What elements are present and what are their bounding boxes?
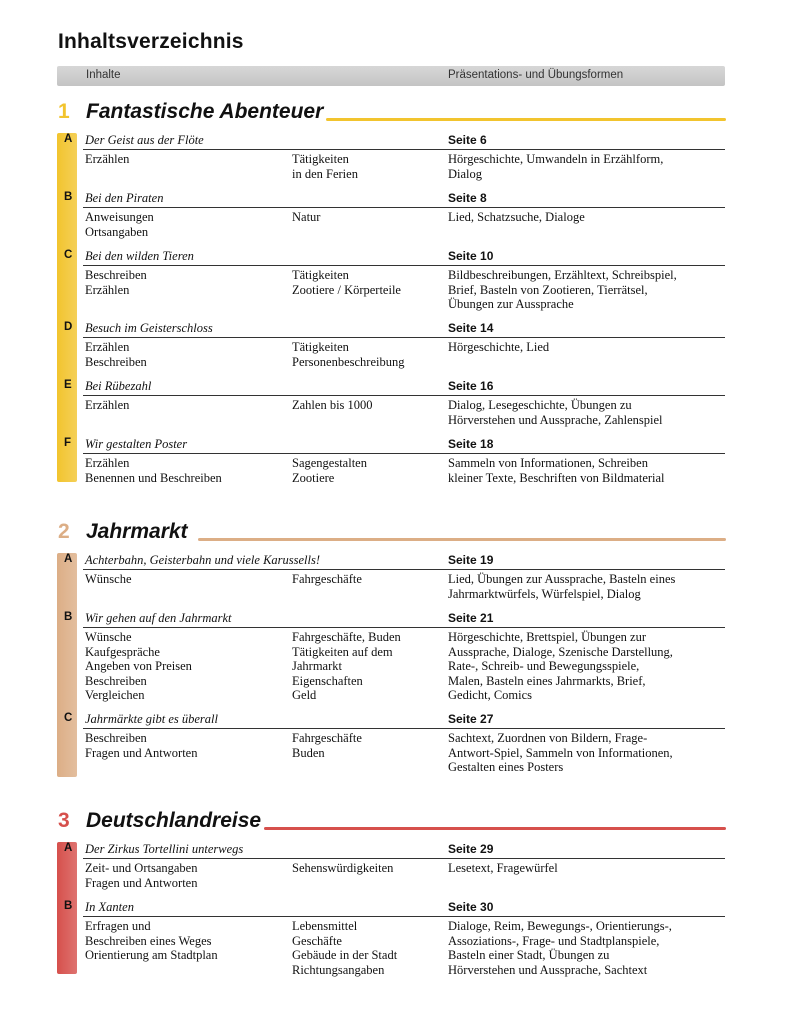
column-line: Lebensmittel <box>292 919 358 933</box>
column-line: Jahrmarkt <box>292 659 342 674</box>
column-line: Sachtext, Zuordnen von Bildern, Frage- <box>448 731 648 745</box>
column-line: Tätigkeiten <box>292 152 349 166</box>
column-line: Erzählen <box>85 282 130 297</box>
column-line: Malen, Basteln eines Jahrmarkts, Brief, <box>448 673 646 688</box>
section-rule <box>83 627 725 628</box>
topic-column <box>292 572 442 587</box>
section-page-ref[interactable]: Seite 16 <box>448 379 494 393</box>
chapter-title: Fantastische Abenteuer <box>86 100 324 123</box>
forms-column <box>448 572 728 601</box>
column-line: Sagengestalten <box>292 456 367 470</box>
column-line: Dialog, Lesegeschichte, Übungen zu <box>448 398 632 412</box>
column-line: Sehenswürdigkeiten <box>292 861 394 875</box>
forms-column <box>448 630 728 703</box>
topic-column <box>292 268 442 297</box>
forms-column <box>448 398 728 427</box>
forms-column <box>448 861 728 876</box>
column-line: Sammeln von Informationen, Schreiben <box>448 456 648 470</box>
section-rule <box>83 395 725 396</box>
column-line: Tätigkeiten <box>292 268 349 282</box>
section-page-ref[interactable]: Seite 6 <box>448 133 487 147</box>
topic-column <box>292 630 442 703</box>
chapter-rule <box>264 827 726 830</box>
section-title[interactable]: Wir gestalten Poster <box>85 437 188 451</box>
column-line: Ortsangaben <box>85 224 149 239</box>
content-column <box>85 919 285 963</box>
topic-column <box>292 340 442 369</box>
column-line: Lied, Übungen zur Aussprache, Basteln eines <box>448 572 676 586</box>
section-rule <box>83 569 725 570</box>
topic-column <box>292 456 442 485</box>
content-column <box>85 398 285 413</box>
column-line: Geschäfte <box>292 933 342 948</box>
column-line: Personenbeschreibung <box>292 354 405 369</box>
chapter-number: 3 <box>58 809 70 832</box>
column-line: Rate-, Schreib- und Bewegungsspiele, <box>448 659 640 674</box>
column-line: Zeit- und Ortsangaben <box>85 861 198 875</box>
column-line: Lied, Schatzsuche, Dialoge <box>448 210 585 224</box>
column-line: Dialoge, Reim, Bewegungs-, Orientierungs-, <box>448 919 672 933</box>
section-rule <box>83 207 725 208</box>
content-column <box>85 340 285 369</box>
section-title[interactable]: Bei Rübezahl <box>85 379 152 393</box>
column-line: Hörverstehen und Aussprache, Sachtext <box>448 962 648 977</box>
section-title[interactable]: Bei den Piraten <box>85 191 164 205</box>
section-page-ref[interactable]: Seite 27 <box>448 712 494 726</box>
column-line: Orientierung am Stadtplan <box>85 948 218 963</box>
section-title[interactable]: Der Geist aus der Flöte <box>85 133 204 147</box>
column-line: Beschreiben <box>85 673 147 688</box>
topic-column <box>292 861 442 876</box>
content-column <box>85 630 285 703</box>
header-contents-label: Inhalte <box>86 69 121 81</box>
section-title[interactable]: Besuch im Geisterschloss <box>85 321 213 335</box>
topic-column <box>292 152 442 181</box>
column-line: Hörgeschichte, Brettspiel, Übungen zur <box>448 630 646 644</box>
column-line: Übungen zur Aussprache <box>448 297 574 312</box>
section-letter: C <box>64 249 73 261</box>
column-line: Beschreiben eines Weges <box>85 933 212 948</box>
section-letter: A <box>64 842 73 854</box>
section-letter: B <box>64 900 73 912</box>
section-letter: C <box>64 712 73 724</box>
chapter-number: 2 <box>58 520 70 543</box>
section-letter: B <box>64 611 73 623</box>
content-column <box>85 731 285 760</box>
column-line: Bildbeschreibungen, Erzähltext, Schreibspiel, <box>448 268 677 282</box>
column-line: in den Ferien <box>292 166 358 181</box>
column-line: kleiner Texte, Beschriften von Bildmaterial <box>448 470 665 485</box>
column-line: Tätigkeiten auf dem <box>292 644 393 659</box>
section-letter: B <box>64 191 73 203</box>
column-line: Erzählen <box>85 340 130 354</box>
section-title[interactable]: In Xanten <box>85 900 134 914</box>
column-line: Vergleichen <box>85 688 145 703</box>
column-line: Basteln einer Stadt, Übungen zu <box>448 948 610 963</box>
column-header-band <box>57 66 725 86</box>
section-rule <box>83 337 725 338</box>
chapter-sidebar <box>57 133 77 482</box>
section-rule <box>83 265 725 266</box>
section-letter: A <box>64 553 73 565</box>
column-line: Erfragen und <box>85 919 151 933</box>
column-line: Antwort-Spiel, Sammeln von Informationen, <box>448 745 673 760</box>
forms-column <box>448 268 728 312</box>
column-line: Beschreiben <box>85 354 147 369</box>
column-line: Zootiere <box>292 470 335 485</box>
forms-column <box>448 152 728 181</box>
column-line: Gestalten eines Posters <box>448 760 564 775</box>
column-line: Hörgeschichte, Lied <box>448 340 550 354</box>
column-line: Tätigkeiten <box>292 340 349 354</box>
chapter-rule <box>198 538 726 541</box>
column-line: Anweisungen <box>85 210 154 224</box>
content-column <box>85 268 285 297</box>
section-page-ref[interactable]: Seite 29 <box>448 842 494 856</box>
content-column <box>85 152 285 167</box>
section-letter: F <box>64 437 72 449</box>
column-line: Jahrmarktwürfels, Würfelspiel, Dialog <box>448 586 641 601</box>
column-line: Angeben von Preisen <box>85 659 192 674</box>
column-line: Erzählen <box>85 152 130 166</box>
column-line: Beschreiben <box>85 268 147 282</box>
column-line: Fragen und Antworten <box>85 745 198 760</box>
section-title[interactable]: Wir gehen auf den Jahrmarkt <box>85 611 232 625</box>
forms-column <box>448 456 728 485</box>
content-column <box>85 456 285 485</box>
column-line: Aussprache, Dialoge, Szenische Darstellung, <box>448 644 673 659</box>
header-forms-label: Präsentations- und Übungsformen <box>448 69 624 81</box>
content-column <box>85 861 285 890</box>
column-line: Wünsche <box>85 572 132 586</box>
section-title[interactable]: Achterbahn, Geisterbahn und viele Karussells! <box>85 553 321 567</box>
column-line: Wünsche <box>85 630 132 644</box>
section-title[interactable]: Bei den wilden Tieren <box>85 249 194 263</box>
column-line: Gedicht, Comics <box>448 688 533 703</box>
column-line: Fragen und Antworten <box>85 875 198 890</box>
forms-column <box>448 210 728 225</box>
section-page-ref[interactable]: Seite 10 <box>448 249 494 263</box>
section-page-ref[interactable]: Seite 14 <box>448 321 494 335</box>
column-line: Assoziations-, Frage- und Stadtplanspiele, <box>448 933 660 948</box>
column-line: Eigenschaften <box>292 673 363 688</box>
column-line: Zahlen bis 1000 <box>292 398 373 412</box>
column-line: Gebäude in der Stadt <box>292 948 398 963</box>
section-letter: D <box>64 321 73 333</box>
column-line: Hörverstehen und Aussprache, Zahlenspiel <box>448 412 663 427</box>
section-page-ref[interactable]: Seite 21 <box>448 611 494 625</box>
column-line: Kaufgespräche <box>85 644 160 659</box>
section-letter: A <box>64 133 73 145</box>
chapter-rule <box>326 118 726 121</box>
section-title[interactable]: Jahrmärkte gibt es überall <box>85 712 218 726</box>
topic-column <box>292 398 442 413</box>
forms-column <box>448 340 728 355</box>
column-line: Fahrgeschäfte, Buden <box>292 630 401 644</box>
content-column <box>85 572 285 587</box>
section-rule <box>83 858 725 859</box>
section-page-ref[interactable]: Seite 8 <box>448 191 487 205</box>
forms-column <box>448 731 728 775</box>
topic-column <box>292 919 442 977</box>
column-line: Richtungsangaben <box>292 962 385 977</box>
section-page-ref[interactable]: Seite 18 <box>448 437 494 451</box>
section-rule <box>83 149 725 150</box>
column-line: Erzählen <box>85 456 130 470</box>
column-line: Fahrgeschäfte <box>292 572 362 586</box>
column-line: Dialog <box>448 166 483 181</box>
column-line: Fahrgeschäfte <box>292 731 362 745</box>
section-title[interactable]: Der Zirkus Tortellini unterwegs <box>85 842 244 856</box>
section-page-ref[interactable]: Seite 19 <box>448 553 494 567</box>
column-line: Buden <box>292 745 325 760</box>
column-line: Erzählen <box>85 398 130 412</box>
column-line: Brief, Basteln von Zootieren, Tierrätsel, <box>448 282 648 297</box>
topic-column <box>292 210 442 225</box>
section-rule <box>83 728 725 729</box>
topic-column <box>292 731 442 760</box>
content-column <box>85 210 285 239</box>
section-rule <box>83 916 725 917</box>
column-line: Geld <box>292 688 317 703</box>
section-rule <box>83 453 725 454</box>
column-line: Beschreiben <box>85 731 147 745</box>
section-letter: E <box>64 379 72 391</box>
section-page-ref[interactable]: Seite 30 <box>448 900 494 914</box>
column-line: Benennen und Beschreiben <box>85 470 222 485</box>
page-title: Inhaltsverzeichnis <box>58 30 244 53</box>
chapter-title: Jahrmarkt <box>86 520 188 543</box>
column-line: Zootiere / Körperteile <box>292 282 401 297</box>
chapter-number: 1 <box>58 100 70 123</box>
chapter-sidebar <box>57 553 77 777</box>
column-line: Natur <box>292 210 321 224</box>
column-line: Lesetext, Fragewürfel <box>448 861 558 875</box>
column-line: Hörgeschichte, Umwandeln in Erzählform, <box>448 152 664 166</box>
chapter-title: Deutschlandreise <box>86 809 262 832</box>
forms-column <box>448 919 728 977</box>
